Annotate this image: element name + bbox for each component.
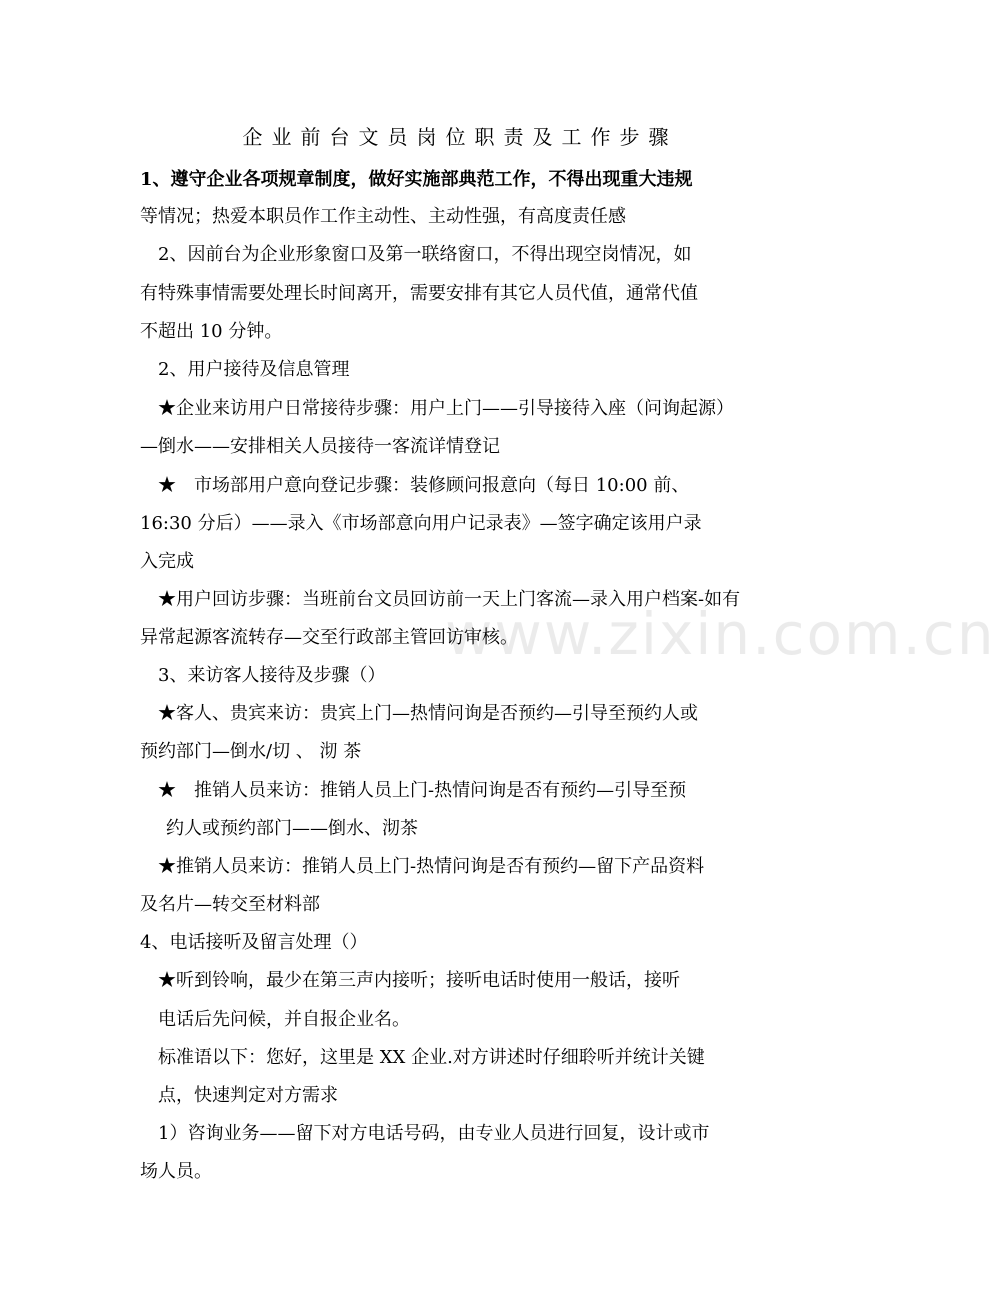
text-line: ★ 推销人员来访：推销人员上门-热情问询是否有预约—引导至预 — [158, 780, 687, 801]
text-line: 约人或预约部门——倒水、沏茶 — [166, 818, 418, 839]
text-line: 入完成 — [140, 551, 194, 572]
text-line: 1）咨询业务——留下对方电话号码，由专业人员进行回复，设计或市 — [158, 1123, 710, 1144]
text-line: 点，快速判定对方需求 — [158, 1085, 338, 1106]
section-heading: 4、电话接听及留言处理（） — [140, 932, 368, 953]
text-line: 不超出 10 分钟。 — [140, 321, 283, 342]
text-line: ★ 市场部用户意向登记步骤：装修顾问报意向（每日 10:00 前、 — [158, 475, 690, 496]
text-line: 16:30 分后）——录入《市场部意向用户记录表》—签字确定该用户录 — [140, 513, 702, 534]
text-line: ★听到铃响，最少在第三声内接听；接听电话时使用一般话，接听 — [158, 970, 680, 991]
text-line: 1、遵守企业各项规章制度，做好实施部典范工作，不得出现重大违规 — [140, 169, 693, 190]
text-line: 等情况；热爱本职员作工作主动性、主动性强，有高度责任感 — [140, 206, 626, 227]
document-title: 企业前台文员岗位职责及工作步骤 — [242, 125, 678, 149]
text-line: 场人员。 — [140, 1161, 212, 1182]
text-line: 2、因前台为企业形象窗口及第一联络窗口，不得出现空岗情况，如 — [158, 244, 692, 265]
text-line: ★推销人员来访：推销人员上门-热情问询是否有预约—留下产品资料 — [158, 856, 705, 877]
text-line: ★企业来访用户日常接待步骤：用户上门——引导接待入座（问询起源） — [158, 398, 734, 419]
text-line: 预约部门—倒水/切 、 沏 茶 — [140, 741, 362, 762]
section-heading: 2、用户接待及信息管理 — [158, 359, 350, 380]
text-line: 标准语以下：您好，这里是 XX 企业.对方讲述时仔细聆听并统计关键 — [158, 1047, 705, 1068]
text-line: ★客人、贵宾来访：贵宾上门—热情问询是否预约—引导至预约人或 — [158, 703, 698, 724]
text-line: 及名片—转交至材料部 — [140, 894, 320, 915]
text-line: ★用户回访步骤：当班前台文员回访前一天上门客流—录入用户档案-如有 — [158, 589, 741, 610]
text-line: 有特殊事情需要处理长时间离开，需要安排有其它人员代值，通常代值 — [140, 283, 698, 304]
text-line: —倒水——安排相关人员接待一客流详情登记 — [140, 436, 500, 457]
text-line: 电话后先问候，并自报企业名。 — [158, 1009, 410, 1030]
watermark: www.zixin.com.cn — [445, 600, 996, 668]
text-line: 异常起源客流转存—交至行政部主管回访审核。 — [140, 627, 518, 648]
section-heading: 3、来访客人接待及步骤（） — [158, 665, 386, 686]
